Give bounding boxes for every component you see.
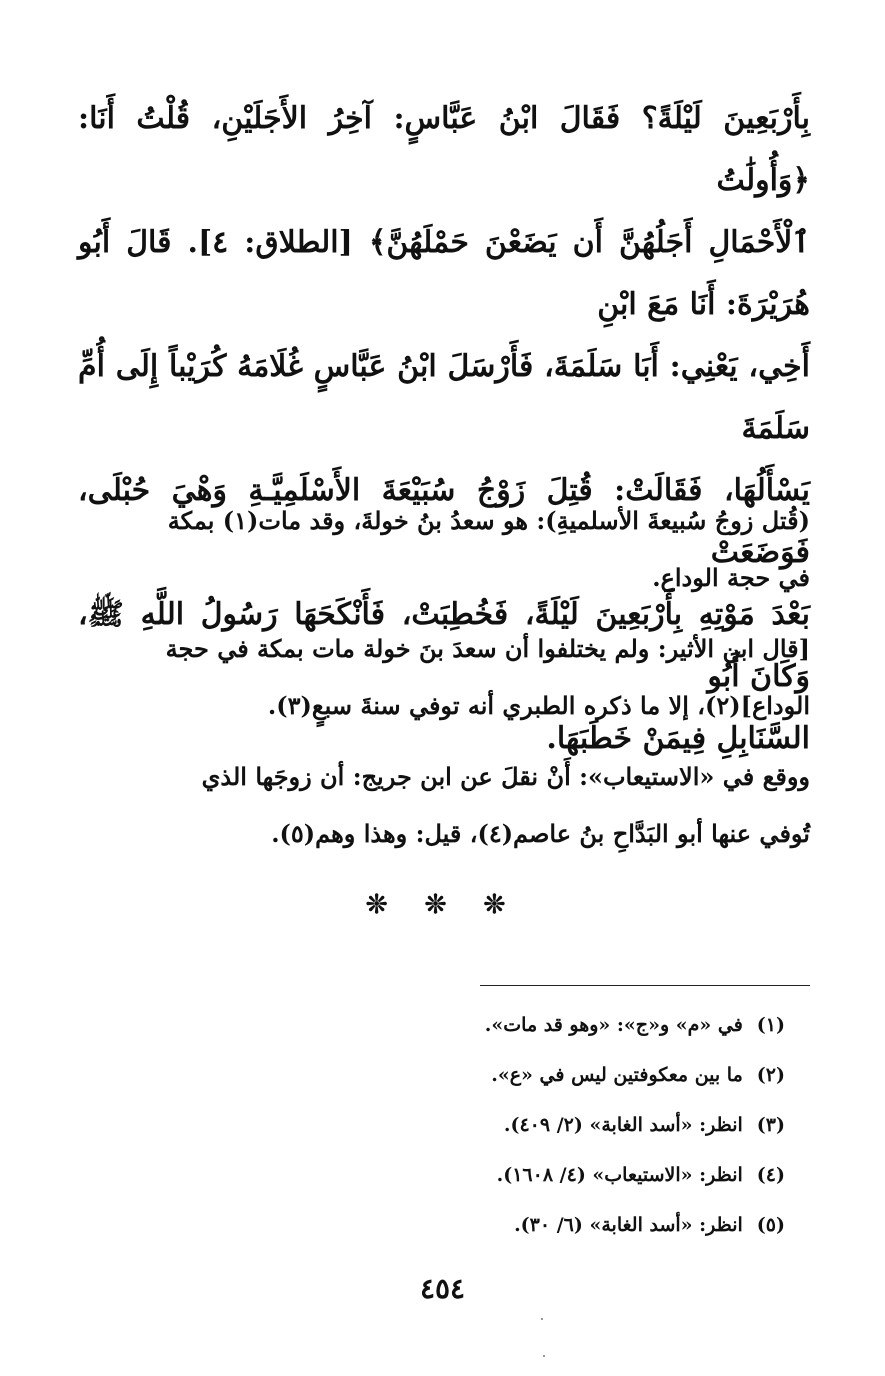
footnote-text: انظر: «أسد الغابة» (٦/ ٣٠). bbox=[514, 1214, 743, 1236]
hadith-line: يَسْأَلُهَا، فَقَالَتْ: قُتِلَ زَوْجُ سُبَيْعَةَ الأَسْلَمِيَّـةِ وَهْيَ حُبْلَى، فَوَضَعَتْ bbox=[78, 473, 810, 570]
footnote-divider bbox=[480, 985, 810, 986]
footnote-text: في «م» و«ج»: «وهو قد مات». bbox=[484, 1014, 743, 1036]
commentary-paragraph-3 bbox=[78, 748, 810, 862]
scan-speck bbox=[543, 1355, 545, 1357]
commentary-line: في حجة الوداع. bbox=[652, 563, 810, 592]
section-separator-stars: ❊ ❊ ❊ bbox=[365, 890, 520, 920]
footnote-text: انظر: «أسد الغابة» (٢/ ٤٠٩). bbox=[503, 1114, 743, 1136]
footnotes bbox=[265, 1005, 785, 1255]
commentary-paragraph-2 bbox=[78, 620, 810, 734]
footnote-number: (١) bbox=[756, 1014, 785, 1036]
hadith-line: أَخِي، يَعْنِي: أَبَا سَلَمَةَ، فَأَرْسَلَ ابْنُ عَبَّاسٍ غُلَامَهُ كُرَيْباً إِلَى أُمِّ سَلَمَةَ bbox=[78, 349, 810, 446]
footnote-item bbox=[265, 1155, 785, 1205]
footnote-text: ما بين معكوفتين ليس في «ع». bbox=[491, 1064, 743, 1086]
footnote-number: (٥) bbox=[756, 1214, 785, 1236]
footnote-item bbox=[265, 1055, 785, 1105]
footnote-item bbox=[265, 1205, 785, 1255]
footnote-number: (٤) bbox=[756, 1164, 785, 1186]
footnote-item bbox=[265, 1005, 785, 1055]
hadith-line: بِأَرْبَعِينَ لَيْلَةً؟ فَقَالَ ابْنُ عَبَّاسٍ: آخِرُ الأَجَلَيْنِ، قُلْتُ أَنَا: ﴿وَأُولَٰتُ bbox=[78, 101, 810, 198]
scan-speck bbox=[541, 1318, 543, 1320]
hadith-line: السَّنَابِلِ فِيمَنْ خَطَبَهَا. bbox=[546, 721, 810, 756]
commentary-line: تُوفي عنها أبو البَدَّاحِ بنُ عاصم(٤)، قيل: وهذا وهم(٥). bbox=[271, 819, 810, 848]
commentary-line: (قُتل زوجُ سُبيعةَ الأسلميةِ): هو سعدُ بنُ خولةَ، وقد مات(١) بمكة bbox=[167, 506, 810, 535]
footnote-number: (٣) bbox=[756, 1114, 785, 1136]
commentary-line: [قال ابن الأثير: ولم يختلفوا أن سعدَ بنَ خولة مات بمكة في حجة bbox=[165, 634, 810, 663]
commentary-paragraph-1 bbox=[78, 492, 810, 606]
commentary-line: الوداع](٢)، إلا ما ذكره الطبري أنه توفي سنةَ سبعٍ(٣). bbox=[267, 691, 810, 720]
commentary-line: ووقع في «الاستيعاب»: أَنْ نقلَ عن ابن جريج: أن زوجَها الذي bbox=[201, 762, 810, 791]
footnote-number: (٢) bbox=[756, 1064, 785, 1086]
footnote-item bbox=[265, 1105, 785, 1155]
hadith-line: ٱلْأَحْمَالِ أَجَلُهُنَّ أَن يَضَعْنَ حَمْلَهُنَّ﴾ [الطلاق: ٤]. قَالَ أَبُو هُرَيْرَةَ: أَنَا مَعَ ابْنِ bbox=[78, 225, 810, 322]
hadith-line: بَعْدَ مَوْتِهِ بِأَرْبَعِينَ لَيْلَةً، فَخُطِبَتْ، فَأَنْكَحَهَا رَسُولُ اللَّهِ ﷺ، وَكَانَ أَبُو bbox=[78, 597, 810, 694]
footnote-text: انظر: «الاستيعاب» (٤/ ١٦٠٨). bbox=[496, 1164, 743, 1186]
page-number: ٤٥٤ bbox=[419, 1272, 466, 1305]
